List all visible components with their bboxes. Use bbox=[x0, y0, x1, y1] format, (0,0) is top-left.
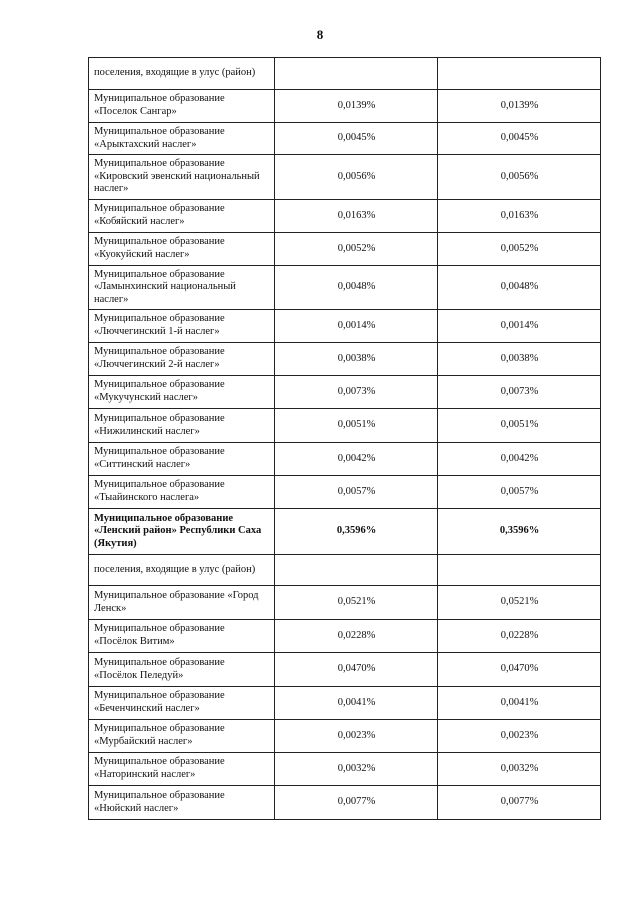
share-value-cell: 0,0470% bbox=[438, 653, 601, 687]
table-row bbox=[89, 555, 601, 586]
municipality-name-cell: Муниципальное образование «Кобяйский наслег» bbox=[89, 200, 275, 233]
share-value-cell: 0,0521% bbox=[275, 586, 438, 620]
page-number: 8 bbox=[316, 27, 324, 42]
table-row bbox=[89, 376, 601, 409]
table-row bbox=[89, 687, 601, 720]
share-value-cell: 0,0014% bbox=[275, 310, 438, 343]
share-value-cell: 0,0041% bbox=[438, 687, 601, 720]
municipality-name-cell: Муниципальное образование «Ситтинский наслег» bbox=[89, 443, 275, 476]
table-row bbox=[89, 343, 601, 376]
municipality-name-cell: Муниципальное образование «Посёлок Витим» bbox=[89, 620, 275, 653]
share-value-cell: 0,0042% bbox=[275, 443, 438, 476]
share-value-cell: 0,0521% bbox=[438, 586, 601, 620]
table-row bbox=[89, 586, 601, 620]
table-row bbox=[89, 409, 601, 443]
share-value-cell: 0,0056% bbox=[275, 155, 438, 200]
municipality-name-cell: поселения, входящие в улус (район) bbox=[89, 58, 275, 90]
share-value-cell: 0,0470% bbox=[275, 653, 438, 687]
table-row bbox=[89, 476, 601, 509]
share-value-cell: 0,0048% bbox=[438, 266, 601, 310]
share-value-cell: 0,0139% bbox=[275, 90, 438, 123]
municipality-name-cell: Муниципальное образование «Кировский эвенский национальный наслег» bbox=[89, 155, 275, 200]
municipality-name-cell: Муниципальное образование «Нижилинский наслег» bbox=[89, 409, 275, 443]
municipality-name-cell: Муниципальное образование «Город Ленск» bbox=[89, 586, 275, 620]
share-value-cell: 0,3596% bbox=[438, 509, 601, 555]
share-value-cell: 0,0038% bbox=[438, 343, 601, 376]
table-row bbox=[89, 786, 601, 820]
municipality-name-cell: поселения, входящие в улус (район) bbox=[89, 555, 275, 586]
share-value-cell: 0,0023% bbox=[438, 720, 601, 753]
table-row bbox=[89, 233, 601, 266]
share-value-cell: 0,0077% bbox=[275, 786, 438, 820]
municipality-name-cell: Муниципальное образование «Тыайинского наслега» bbox=[89, 476, 275, 509]
share-value-cell: 0,0052% bbox=[438, 233, 601, 266]
table-row bbox=[89, 310, 601, 343]
municipality-name-cell: Муниципальное образование «Арыктахский наслег» bbox=[89, 123, 275, 155]
share-value-cell: 0,0042% bbox=[438, 443, 601, 476]
table-row bbox=[89, 720, 601, 753]
table-row bbox=[89, 443, 601, 476]
share-value-cell: 0,0228% bbox=[438, 620, 601, 653]
municipality-name-cell: Муниципальное образование «Люччегинский 2-й наслег» bbox=[89, 343, 275, 376]
table-row bbox=[89, 653, 601, 687]
municipality-name-cell: Муниципальное образование «Нюйский наслег» bbox=[89, 786, 275, 820]
share-value-cell: 0,0014% bbox=[438, 310, 601, 343]
share-value-cell: 0,0139% bbox=[438, 90, 601, 123]
share-value-cell: 0,0077% bbox=[438, 786, 601, 820]
share-value-cell: 0,0023% bbox=[275, 720, 438, 753]
share-value-cell: 0,0052% bbox=[275, 233, 438, 266]
table-row bbox=[89, 58, 601, 90]
municipality-name-cell: Муниципальное образование «Ламынхинский национальный наслег» bbox=[89, 266, 275, 310]
share-value-cell: 0,0057% bbox=[438, 476, 601, 509]
share-value-cell: 0,0073% bbox=[275, 376, 438, 409]
share-value-cell: 0,0056% bbox=[438, 155, 601, 200]
table-row bbox=[89, 200, 601, 233]
share-value-cell: 0,0163% bbox=[438, 200, 601, 233]
share-value-cell: 0,0051% bbox=[275, 409, 438, 443]
share-value-cell: 0,0048% bbox=[275, 266, 438, 310]
table-row bbox=[89, 753, 601, 786]
table-row bbox=[89, 90, 601, 123]
municipality-name-cell: Муниципальное образование «Люччегинский 1-й наслег» bbox=[89, 310, 275, 343]
share-value-cell: 0,0032% bbox=[275, 753, 438, 786]
share-value-cell: 0,0073% bbox=[438, 376, 601, 409]
share-value-cell bbox=[438, 555, 601, 586]
municipality-name-cell: Муниципальное образование «Поселок Сангар» bbox=[89, 90, 275, 123]
share-value-cell: 0,0051% bbox=[438, 409, 601, 443]
share-value-cell: 0,0045% bbox=[275, 123, 438, 155]
municipality-name-cell: Муниципальное образование «Мурбайский наслег» bbox=[89, 720, 275, 753]
table-body bbox=[89, 58, 601, 820]
share-value-cell: 0,0045% bbox=[438, 123, 601, 155]
table-row bbox=[89, 266, 601, 310]
municipality-name-cell: Муниципальное образование «Мукучунский наслег» bbox=[89, 376, 275, 409]
municipality-name-cell: Муниципальное образование «Ленский район» Республики Саха (Якутия) bbox=[89, 509, 275, 555]
share-value-cell bbox=[438, 58, 601, 90]
share-value-cell: 0,3596% bbox=[275, 509, 438, 555]
municipality-name-cell: Муниципальное образование «Куокуйский наслег» bbox=[89, 233, 275, 266]
table-row bbox=[89, 509, 601, 555]
share-value-cell bbox=[275, 58, 438, 90]
table-row bbox=[89, 123, 601, 155]
municipality-name-cell: Муниципальное образование «Посёлок Пеледуй» bbox=[89, 653, 275, 687]
allocation-table bbox=[88, 57, 601, 820]
municipality-name-cell: Муниципальное образование «Наторинский наслег» bbox=[89, 753, 275, 786]
municipality-name-cell: Муниципальное образование «Беченчинский наслег» bbox=[89, 687, 275, 720]
share-value-cell: 0,0032% bbox=[438, 753, 601, 786]
table-row bbox=[89, 155, 601, 200]
share-value-cell: 0,0163% bbox=[275, 200, 438, 233]
table-row bbox=[89, 620, 601, 653]
share-value-cell bbox=[275, 555, 438, 586]
share-value-cell: 0,0228% bbox=[275, 620, 438, 653]
share-value-cell: 0,0038% bbox=[275, 343, 438, 376]
share-value-cell: 0,0057% bbox=[275, 476, 438, 509]
share-value-cell: 0,0041% bbox=[275, 687, 438, 720]
